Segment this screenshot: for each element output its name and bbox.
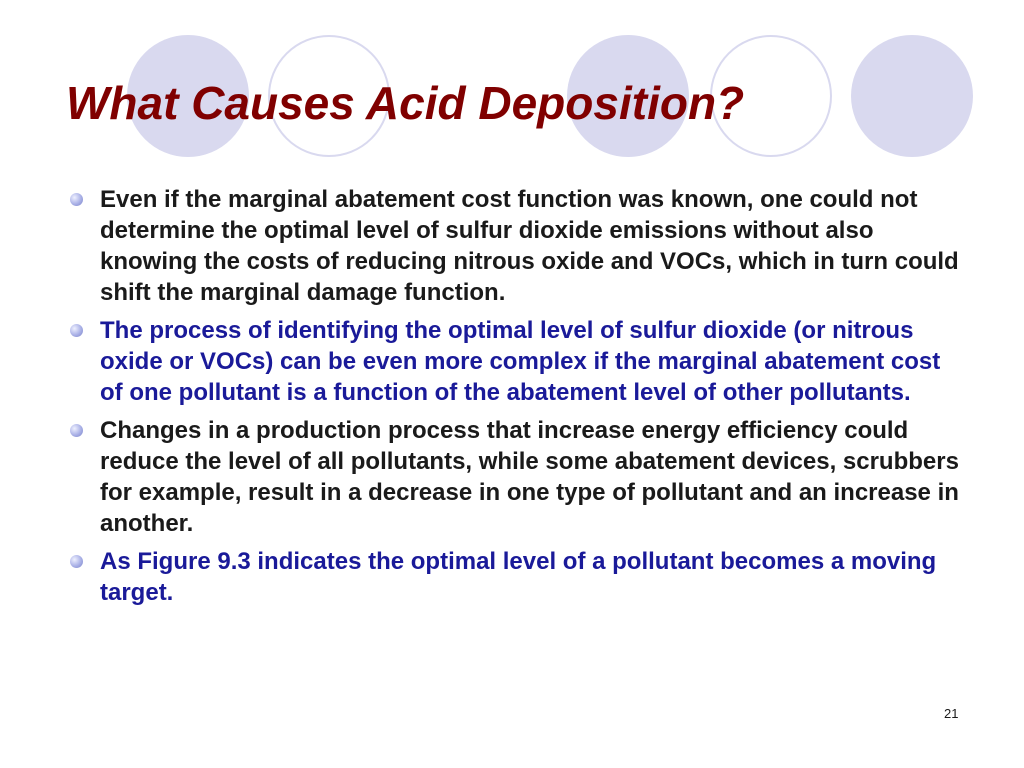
circle-bullet-icon xyxy=(70,193,83,206)
bullet-text: Even if the marginal abatement cost function was known, one could not determine the optimal level of sulfur dioxide emissions without also knowing the costs of reducing nitrous oxide and VOCs, which in turn could shift the marginal damage function. xyxy=(100,186,959,306)
bullet-text: As Figure 9.3 indicates the optimal level of a pollutant becomes a moving target. xyxy=(100,548,937,606)
slide-title: What Causes Acid Deposition? xyxy=(66,77,745,129)
page-number: 21 xyxy=(944,706,959,721)
circle-bullet-icon xyxy=(70,324,83,337)
circle-bullet-icon xyxy=(70,555,83,568)
decorative-circle xyxy=(851,35,973,157)
bullet-item xyxy=(66,415,966,539)
bullet-text: The process of identifying the optimal level of sulfur dioxide (or nitrous oxide or VOCs) can be even more complex if the marginal abatement cost of one pollutant is a function of the abatement level of other pollutants. xyxy=(100,317,941,406)
bullet-list xyxy=(66,184,966,615)
bullet-item xyxy=(66,546,966,608)
circle-bullet-icon xyxy=(70,424,83,437)
bullet-item xyxy=(66,184,966,308)
bullet-item xyxy=(66,315,966,408)
bullet-text: Changes in a production process that increase energy efficiency could reduce the level of all pollutants, while some abatement devices, scrubbers for example, result in a decrease in one type of pollutant and an increase in another. xyxy=(100,417,959,537)
